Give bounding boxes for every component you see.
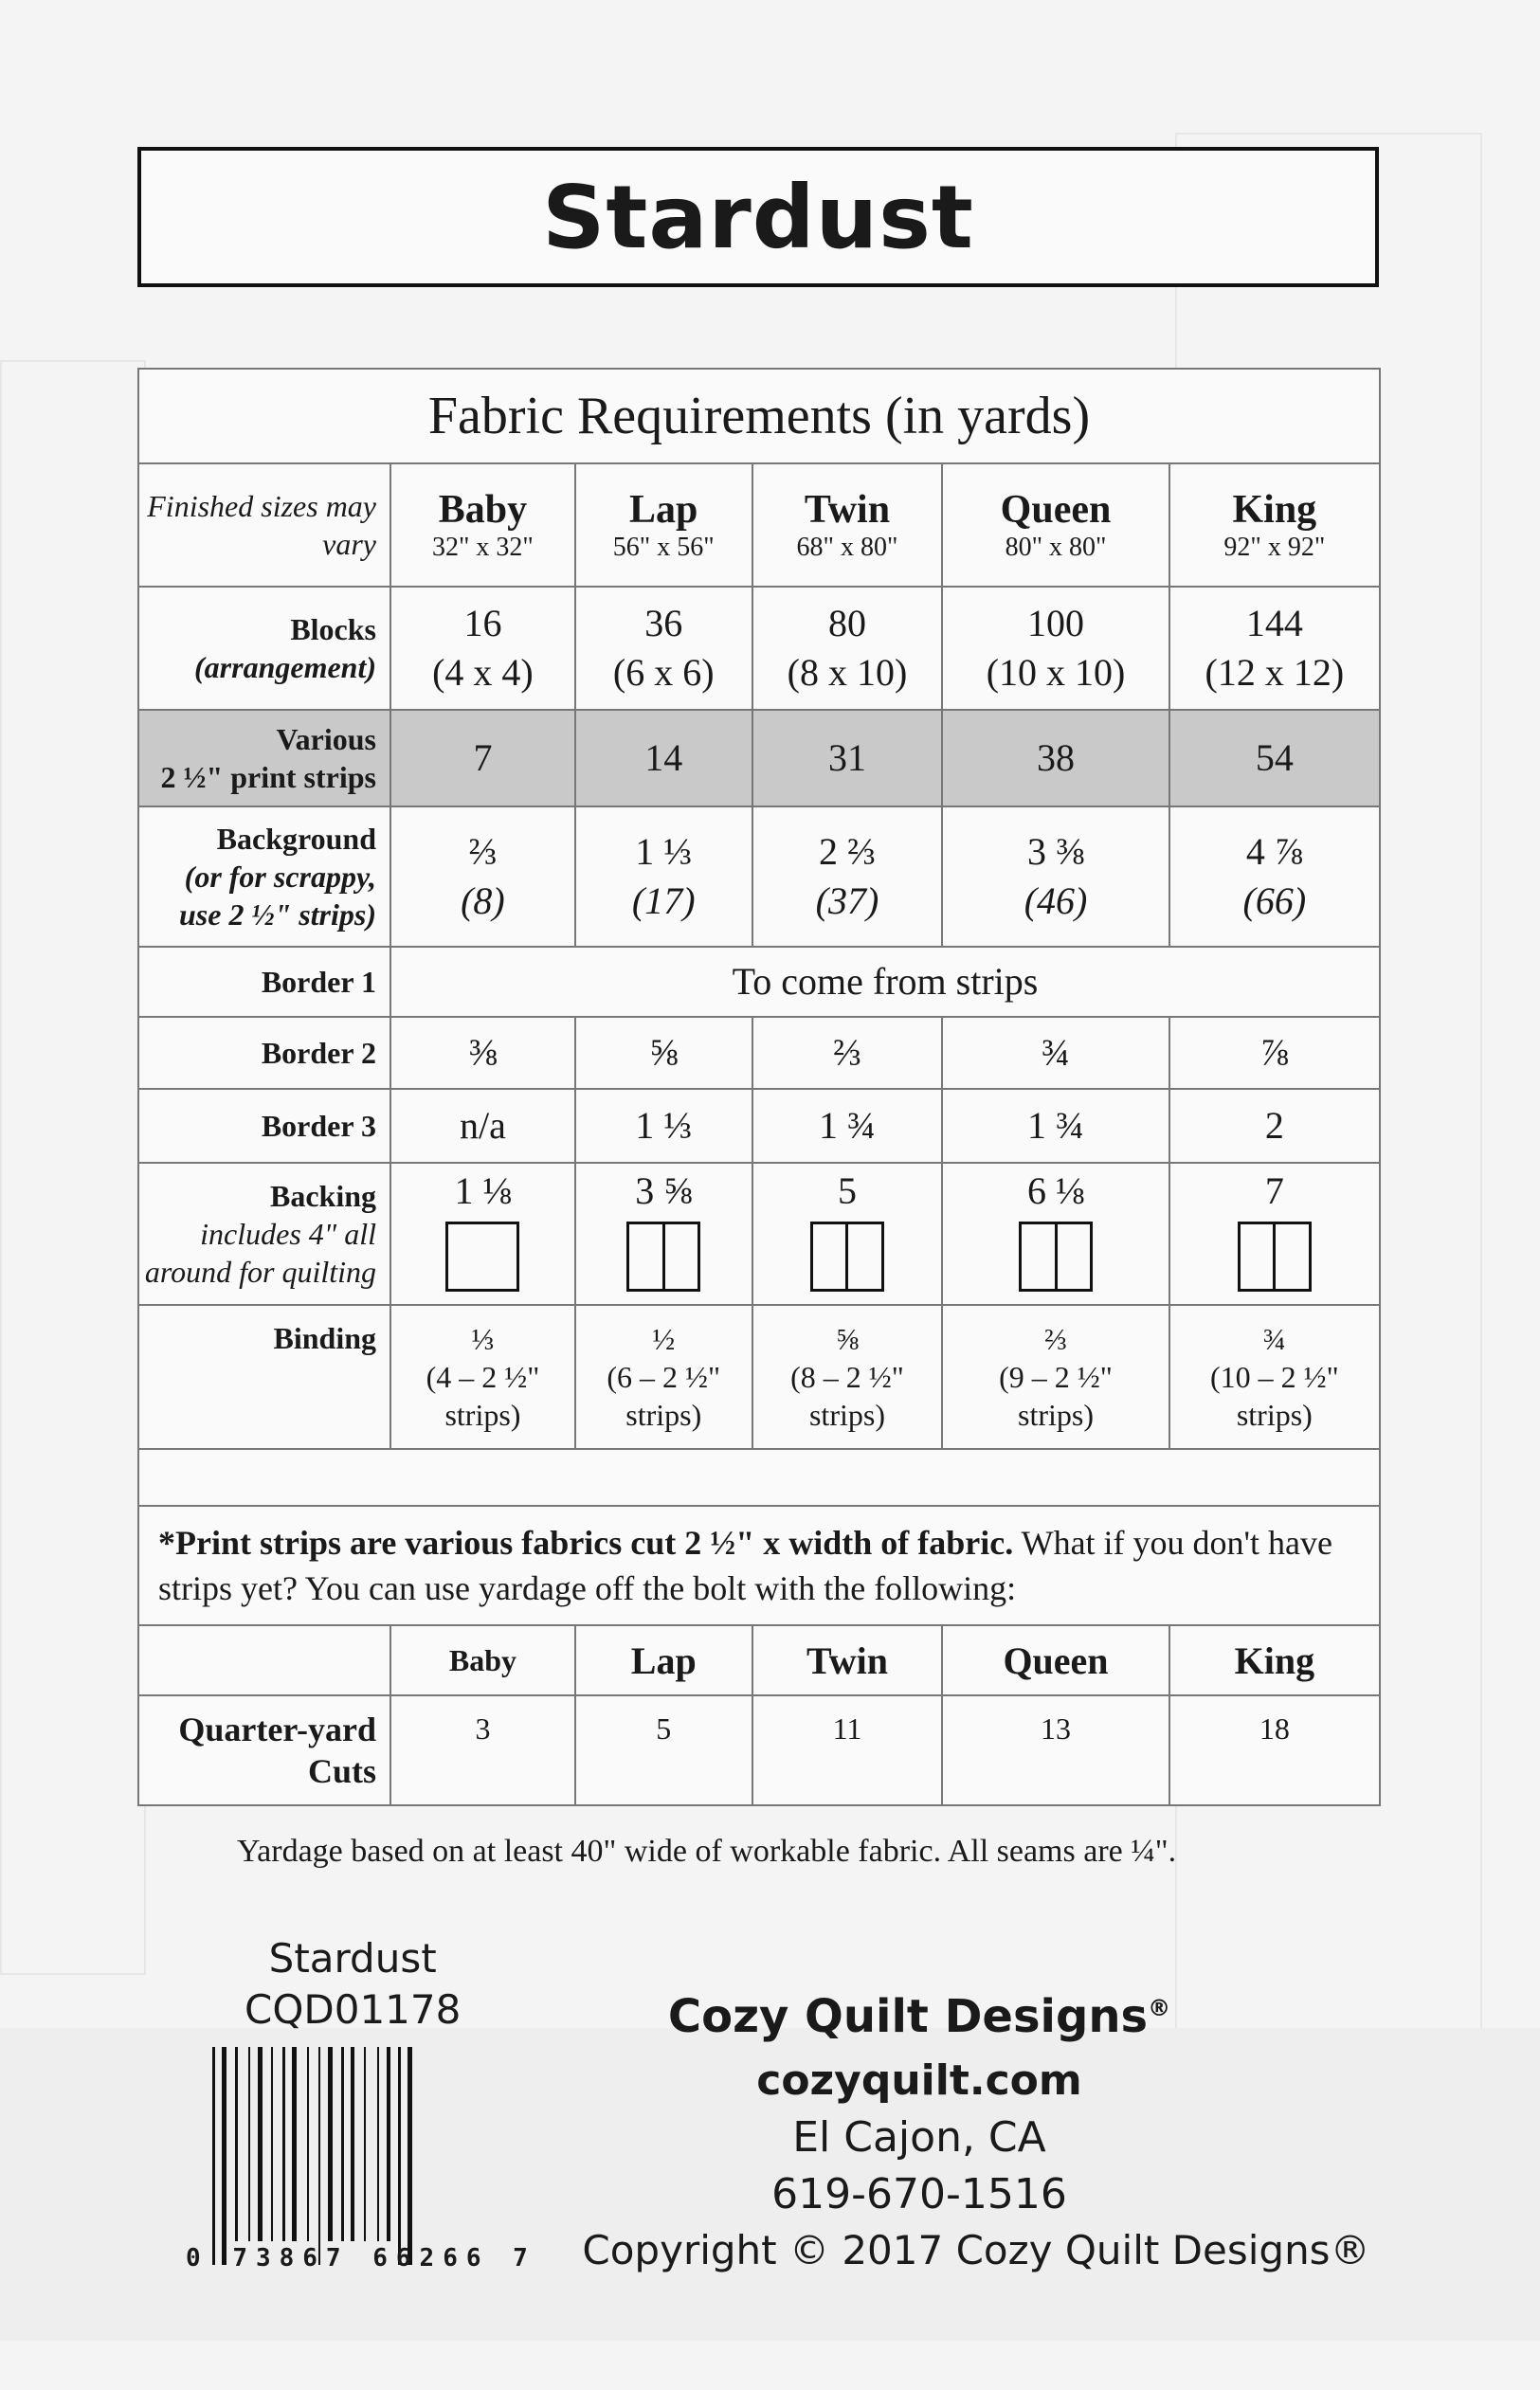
backing-panel-icon	[1019, 1222, 1093, 1292]
border3-row	[138, 1089, 1380, 1163]
barcode-bar	[318, 2047, 320, 2265]
barcode-bar	[341, 2047, 344, 2241]
quarter-header-queen: Queen	[942, 1625, 1169, 1695]
table-cell: ¾	[942, 1017, 1169, 1089]
barcode-bar	[235, 2047, 238, 2241]
table-cell: 4 ⅞ (66)	[1169, 806, 1380, 947]
barcode-bar	[364, 2047, 366, 2241]
barcode-bar	[212, 2047, 215, 2265]
backing-panel-icon	[810, 1222, 884, 1292]
table-cell: 3 ⅝	[575, 1163, 752, 1305]
backing-row	[138, 1163, 1380, 1305]
barcode-bar	[222, 2047, 226, 2265]
barcode-bar	[282, 2047, 285, 2241]
barcode-bar	[398, 2047, 401, 2265]
table-cell: 7	[390, 710, 575, 806]
table-cell: 38	[942, 710, 1169, 806]
table-cell: ⅓ (4 – 2 ½" strips)	[390, 1305, 575, 1449]
size-queen: Queen 80" x 80"	[942, 463, 1169, 587]
background-row	[138, 806, 1380, 947]
row-label-background: Background (or for scrappy, use 2 ½" strips)	[138, 806, 390, 947]
quarter-header-twin: Twin	[752, 1625, 943, 1695]
quarter-header-king: King	[1169, 1625, 1380, 1695]
blocks-row	[138, 587, 1380, 710]
row-label-binding: Binding	[138, 1305, 390, 1449]
barcode-bar	[387, 2047, 390, 2241]
border2-row	[138, 1017, 1380, 1089]
quarter-header-baby: Baby	[390, 1625, 575, 1695]
barcode-bar	[351, 2047, 354, 2241]
table-cell: ½ (6 – 2 ½" strips)	[575, 1305, 752, 1449]
table-cell: 80 (8 x 10)	[752, 587, 943, 710]
size-twin: Twin 68" x 80"	[752, 463, 943, 587]
print-strips-row	[138, 710, 1380, 806]
barcode-number: 0 73867 66266 7	[186, 2244, 536, 2272]
company-phone: 619-670-1516	[771, 2170, 1067, 2218]
backing-panel-icon	[626, 1222, 700, 1292]
yardage-note: Yardage based on at least 40" wide of workable fabric. All seams are ¼".	[237, 1834, 1177, 1869]
table-cell: 2 ⅔ (37)	[752, 806, 943, 947]
barcode-bar	[292, 2047, 297, 2241]
spacer-row	[138, 1449, 1380, 1506]
barcode-bar	[271, 2047, 273, 2241]
row-label-quarter-yard: Quarter-yard Cuts	[138, 1695, 390, 1805]
quarter-header-lap: Lap	[575, 1625, 752, 1695]
table-cell: 31	[752, 710, 943, 806]
table-cell: ⅞	[1169, 1017, 1380, 1089]
barcode-image	[207, 2047, 515, 2265]
title-box	[137, 147, 1379, 287]
table-cell: 1 ⅓ (17)	[575, 806, 752, 947]
table-cell: ⅔ (8)	[390, 806, 575, 947]
size-king: King 92" x 92"	[1169, 463, 1380, 587]
row-label-border1: Border 1	[138, 947, 390, 1017]
background-quilt-ghost	[0, 360, 146, 1975]
row-label-border3: Border 3	[138, 1089, 390, 1163]
table-cell: 5	[575, 1695, 752, 1805]
table-cell: ¾ (10 – 2 ½" strips)	[1169, 1305, 1380, 1449]
table-cell: ⅔ (9 – 2 ½" strips)	[942, 1305, 1169, 1449]
table-cell: 3	[390, 1695, 575, 1805]
border1-value: To come from strips	[390, 947, 1380, 1017]
backing-panel-icon	[445, 1222, 519, 1292]
barcode-bar	[328, 2047, 333, 2241]
quarter-header-row	[138, 1625, 1380, 1695]
table-cell: 144 (12 x 12)	[1169, 587, 1380, 710]
table-cell: 1 ⅛	[390, 1163, 575, 1305]
product-code: CQD01178	[245, 1986, 462, 2033]
backing-panel-icon	[1238, 1222, 1312, 1292]
barcode-bar	[307, 2047, 309, 2241]
table-cell: n/a	[390, 1089, 575, 1163]
table-cell: 5	[752, 1163, 943, 1305]
quarter-values-row	[138, 1695, 1380, 1805]
size-note: Finished sizes may vary	[138, 463, 390, 587]
barcode-bar	[377, 2047, 379, 2241]
company-website[interactable]: cozyquilt.com	[756, 2056, 1082, 2105]
table-cell: ⅔	[752, 1017, 943, 1089]
table-cell: 18	[1169, 1695, 1380, 1805]
table-cell: 13	[942, 1695, 1169, 1805]
row-label-border2: Border 2	[138, 1017, 390, 1089]
product-name: Stardust	[268, 1935, 437, 1982]
table-cell: 6 ⅛	[942, 1163, 1169, 1305]
page-title: Stardust	[542, 166, 974, 268]
size-lap: Lap 56" x 56"	[575, 463, 752, 587]
binding-row	[138, 1305, 1380, 1449]
table-cell: 1 ¾	[752, 1089, 943, 1163]
company-name: Cozy Quilt Designs®	[667, 1990, 1171, 2043]
table-cell: 100 (10 x 10)	[942, 587, 1169, 710]
row-label-print-strips: Various 2 ½" print strips	[138, 710, 390, 806]
table-cell: ⅜	[390, 1017, 575, 1089]
sizes-row	[138, 463, 1380, 587]
barcode-bar	[408, 2047, 412, 2265]
table-cell: 16 (4 x 4)	[390, 587, 575, 710]
table-cell: 11	[752, 1695, 943, 1805]
company-city: El Cajon, CA	[792, 2113, 1046, 2162]
table-heading: Fabric Requirements (in yards)	[138, 369, 1380, 463]
table-cell: ⅝	[575, 1017, 752, 1089]
table-cell: 1 ⅓	[575, 1089, 752, 1163]
table-cell: 54	[1169, 710, 1380, 806]
note-row	[138, 1506, 1380, 1625]
barcode-bar	[258, 2047, 263, 2241]
spacer-cell	[138, 1449, 1380, 1506]
size-baby: Baby 32" x 32"	[390, 463, 575, 587]
copyright-text: Copyright © 2017 Cozy Quilt Designs®	[582, 2227, 1370, 2273]
table-cell: 2	[1169, 1089, 1380, 1163]
table-cell: 7	[1169, 1163, 1380, 1305]
empty-cell	[138, 1625, 390, 1695]
table-cell: 36 (6 x 6)	[575, 587, 752, 710]
print-strips-note: *Print strips are various fabrics cut 2 ½" x width of fabric. What if you don't have strips yet? You can use yardage off the bolt with the following:	[138, 1506, 1380, 1625]
barcode-bar	[248, 2047, 250, 2241]
row-label-blocks: Blocks (arrangement)	[138, 587, 390, 710]
row-label-backing: Backing includes 4" all around for quilting	[138, 1163, 390, 1305]
table-cell: 14	[575, 710, 752, 806]
table-cell: ⅝ (8 – 2 ½" strips)	[752, 1305, 943, 1449]
border1-row	[138, 947, 1380, 1017]
fabric-requirements-table	[137, 368, 1381, 1806]
product-info	[245, 1933, 461, 2036]
table-cell: 3 ⅜ (46)	[942, 806, 1169, 947]
table-cell: 1 ¾	[942, 1089, 1169, 1163]
